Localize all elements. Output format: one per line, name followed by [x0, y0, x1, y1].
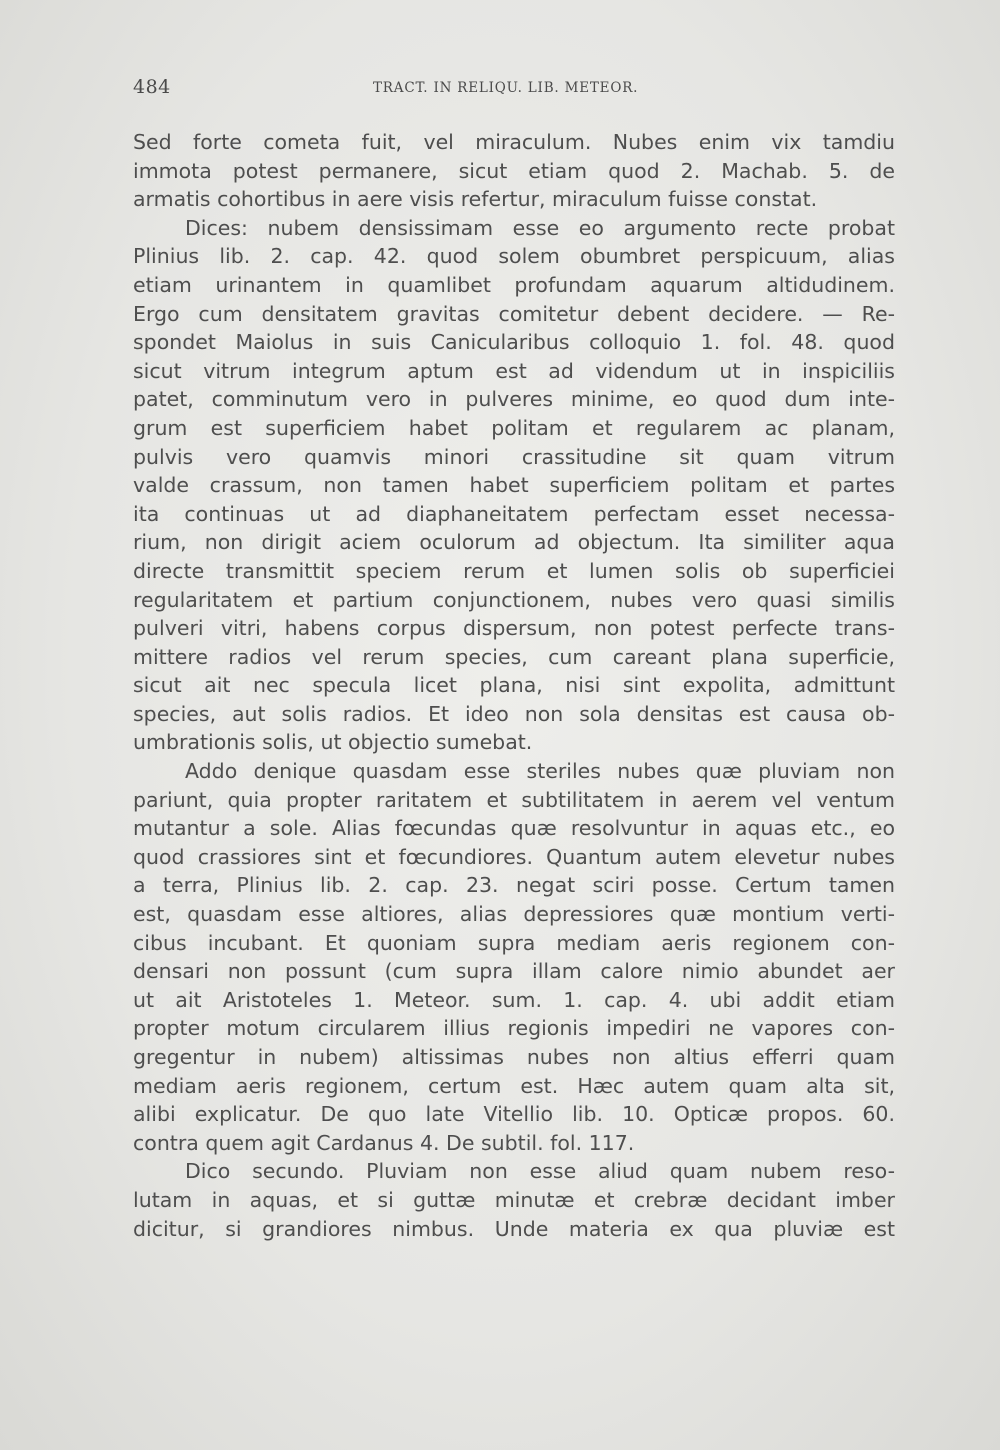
text-line: mediam aeris regionem, certum est. Hæc autem quam alta sit, [133, 1073, 895, 1098]
text-line: contra quem agit Cardanus 4. De subtil. fol. 117. [133, 1130, 635, 1155]
text-line: regularitatem et partium conjunctionem, nubes vero quasi similis [133, 587, 895, 612]
page-header [133, 76, 895, 102]
text-line: propter motum circularem illius regionis impediri ne vapores con- [133, 1016, 895, 1041]
text-line: sicut ait nec specula licet plana, nisi sint expolita, admittunt [133, 673, 895, 698]
text-line: etiam urinantem in quamlibet profundam aquarum altidudinem. [133, 272, 895, 297]
text-line: Ergo cum densitatem gravitas comitetur debent decidere. — Re- [133, 301, 895, 326]
text-line: rium, non dirigit aciem oculorum ad objectum. Ita similiter aqua [133, 530, 895, 555]
text-line: pariunt, quia propter raritatem et subtilitatem in aerem vel ventum [133, 787, 895, 812]
text-line: densari non possunt (cum supra illam calore nimio abundet aer [133, 959, 895, 984]
text-line: Sed forte cometa fuit, vel miraculum. Nubes enim vix tamdiu [133, 130, 895, 154]
page-number: 484 [133, 76, 171, 98]
text-line: spondet Maiolus in suis Canicularibus colloquio 1. fol. 48. quod [133, 330, 895, 355]
text-line: ita continuas ut ad diaphaneitatem perfectam esset necessa- [133, 501, 895, 526]
text-line: lutam in aquas, et si guttæ minutæ et crebræ decidant imber [133, 1187, 895, 1212]
text-line: sicut vitrum integrum aptum est ad videndum ut in inspiciliis [133, 358, 895, 383]
text-line: pulveri vitri, habens corpus dispersum, non potest perfecte trans- [133, 616, 895, 641]
text-line: ut ait Aristoteles 1. Meteor. sum. 1. cap. 4. ubi addit etiam [133, 987, 895, 1012]
text-line: valde crassum, non tamen habet superficiem politam et partes [133, 473, 895, 498]
body-text [133, 128, 895, 1243]
text-line: patet, comminutum vero in pulveres minime, eo quod dum inte- [133, 387, 895, 412]
text-line: est, quasdam esse altiores, alias depressiores quæ montium verti- [133, 902, 895, 927]
text-line: mittere radios vel rerum species, cum careant plana superficie, [133, 644, 895, 669]
text-line: Dices: nubem densissimam esse eo argumento recte probat [185, 215, 895, 240]
running-head: TRACT. IN RELIQU. LIB. METEOR. [373, 80, 639, 96]
text-line: a terra, Plinius lib. 2. cap. 23. negat sciri posse. Certum tamen [133, 873, 895, 898]
text-line: quod crassiores sint et fœcundiores. Quantum autem elevetur nubes [133, 844, 895, 869]
text-line: directe transmittit speciem rerum et lumen solis ob superficiei [133, 558, 895, 583]
text-line: Plinius lib. 2. cap. 42. quod solem obumbret perspicuum, alias [133, 244, 895, 269]
text-line: dicitur, si grandiores nimbus. Unde materia ex qua pluviæ est [133, 1216, 895, 1241]
text-line: Addo denique quasdam esse steriles nubes quæ pluviam non [185, 759, 895, 784]
text-line: umbrationis solis, ut objectio sumebat. [133, 730, 533, 755]
text-line: cibus incubant. Et quoniam supra mediam aeris regionem con- [133, 930, 895, 955]
text-line: gregentur in nubem) altissimas nubes non altius efferri quam [133, 1045, 895, 1069]
text-line: pulvis vero quamvis minori crassitudine sit quam vitrum [133, 444, 895, 469]
text-line: grum est superficiem habet politam et regularem ac planam, [133, 415, 895, 440]
text-line: alibi explicatur. De quo late Vitellio lib. 10. Opticæ propos. 60. [133, 1102, 895, 1127]
text-line: mutantur a sole. Alias fœcundas quæ resolvuntur in aquas etc., eo [133, 816, 895, 841]
text-line: species, aut solis radios. Et ideo non sola densitas est causa ob- [133, 701, 895, 726]
text-line: armatis cohortibus in aere visis refertur, miraculum fuisse constat. [133, 187, 818, 212]
text-line: immota potest permanere, sicut etiam quod 2. Machab. 5. de [133, 158, 895, 183]
text-line: Dico secundo. Pluviam non esse aliud quam nubem reso- [185, 1159, 895, 1184]
